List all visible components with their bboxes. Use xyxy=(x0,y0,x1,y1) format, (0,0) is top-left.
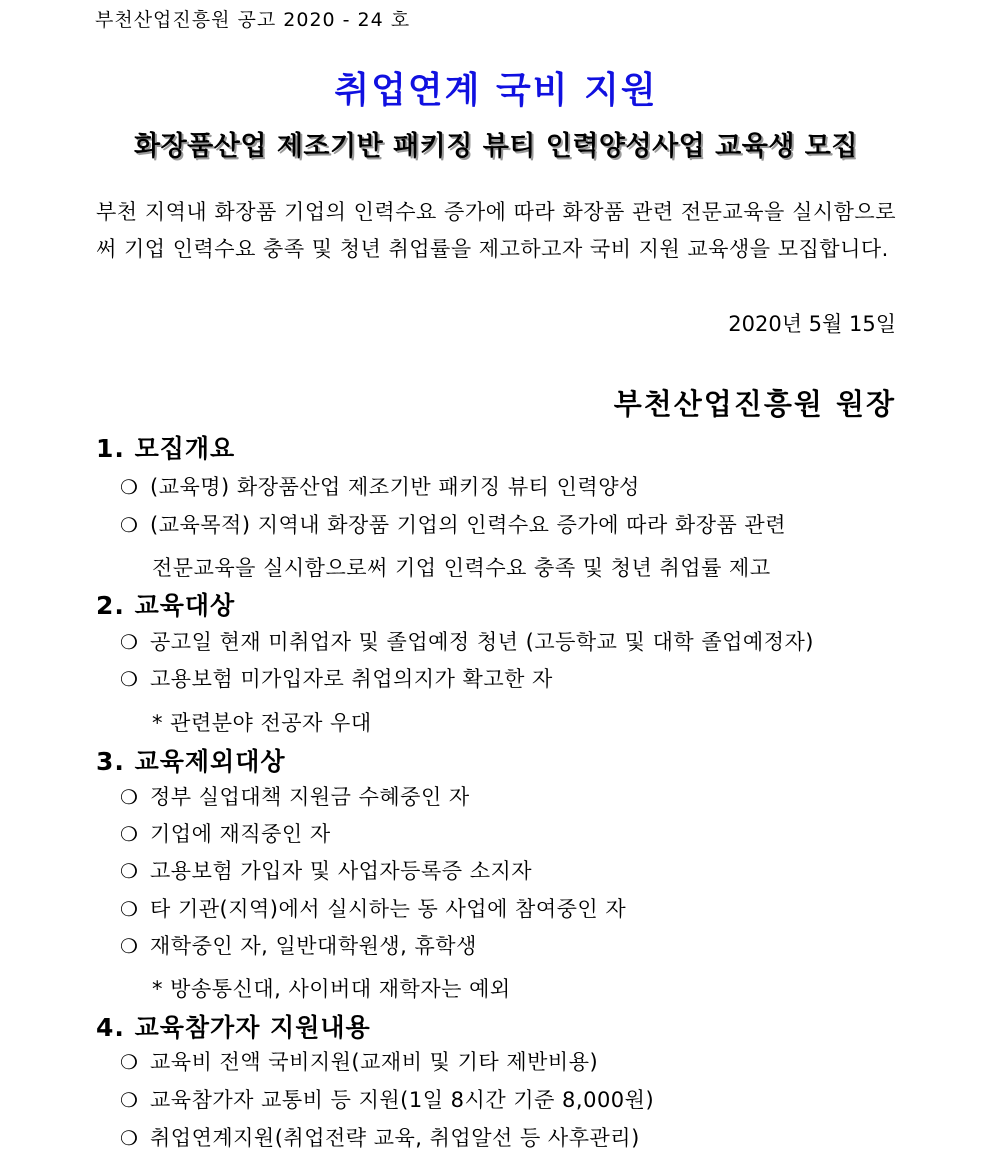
list-note: * 방송통신대, 사이버대 재학자는 예외 xyxy=(152,977,511,1001)
list-item xyxy=(120,779,896,816)
list-item-text: (교육명) 화장품산업 제조기반 패키징 뷰티 인력양성 xyxy=(150,475,640,499)
list-item-text: 취업연계지원(취업전략 교육, 취업알선 등 사후관리) xyxy=(150,1126,640,1150)
document-title: 취업연계 국비 지원 xyxy=(334,70,658,111)
list-item xyxy=(120,1044,896,1081)
circle-bullet-icon: ❍ xyxy=(120,859,139,883)
list-item xyxy=(120,661,896,698)
list-item xyxy=(120,853,896,890)
circle-bullet-icon: ❍ xyxy=(120,475,139,499)
list-item-continuation: 전문교육을 실시함으로써 기업 인력수요 충족 및 청년 취업률 제고 xyxy=(152,556,771,580)
circle-bullet-icon: ❍ xyxy=(120,934,139,958)
list-item xyxy=(120,1082,896,1119)
notice-number: 부천산업진흥원 공고 2020 - 24 호 xyxy=(95,9,411,31)
list-item xyxy=(120,928,896,965)
circle-bullet-icon: ❍ xyxy=(120,1088,139,1112)
list-item xyxy=(120,891,896,928)
announcement-date: 2020년 5월 15일 xyxy=(728,312,896,336)
circle-bullet-icon: ❍ xyxy=(120,630,139,654)
list-item xyxy=(120,624,896,661)
circle-bullet-icon: ❍ xyxy=(120,1126,139,1150)
circle-bullet-icon: ❍ xyxy=(120,822,139,846)
circle-bullet-icon: ❍ xyxy=(120,1050,139,1074)
intro-paragraph: 부천 지역내 화장품 기업의 인력수요 증가에 따라 화장품 관련 전문교육을 실시함으로써 기업 인력수요 충족 및 청년 취업률을 제고하고자 국비 지원 교육생을 모집합니다. xyxy=(96,200,896,261)
list-item-text: 고용보험 가입자 및 사업자등록증 소지자 xyxy=(150,859,533,883)
list-item xyxy=(120,469,896,506)
list-item-text: 정부 실업대책 지원금 수혜중인 자 xyxy=(150,785,470,809)
circle-bullet-icon: ❍ xyxy=(120,785,139,809)
section-heading: 3. 교육제외대상 xyxy=(96,747,286,776)
list-note: * 관련분야 전공자 우대 xyxy=(152,711,372,735)
section-heading: 4. 교육참가자 지원내용 xyxy=(96,1013,371,1042)
list-item-text: 기업에 재직중인 자 xyxy=(150,822,331,846)
circle-bullet-icon: ❍ xyxy=(120,897,139,921)
list-item-text: 타 기관(지역)에서 실시하는 동 사업에 참여중인 자 xyxy=(150,897,627,921)
document-subtitle: 화장품산업 제조기반 패키징 뷰티 인력양성사업 교육생 모집 xyxy=(134,131,858,162)
section-heading: 2. 교육대상 xyxy=(96,591,236,620)
section-heading: 1. 모집개요 xyxy=(96,434,236,463)
list-item-text: 교육참가자 교통비 등 지원(1일 8시간 기준 8,000원) xyxy=(150,1088,655,1112)
circle-bullet-icon: ❍ xyxy=(120,667,139,691)
list-item xyxy=(120,816,896,853)
list-item xyxy=(120,507,896,544)
list-item-text: 고용보험 미가입자로 취업의지가 확고한 자 xyxy=(150,667,553,691)
list-item-text: 교육비 전액 국비지원(교재비 및 기타 제반비용) xyxy=(150,1050,599,1074)
signer-name: 부천산업진흥원 원장 xyxy=(613,387,896,421)
list-item-text: 재학중인 자, 일반대학원생, 휴학생 xyxy=(150,934,477,958)
list-item-text: 공고일 현재 미취업자 및 졸업예정 청년 (고등학교 및 대학 졸업예정자) xyxy=(150,630,814,654)
list-item xyxy=(120,1120,896,1157)
circle-bullet-icon: ❍ xyxy=(120,513,139,537)
list-item-text: (교육목적) 지역내 화장품 기업의 인력수요 증가에 따라 화장품 관련 xyxy=(150,513,787,537)
